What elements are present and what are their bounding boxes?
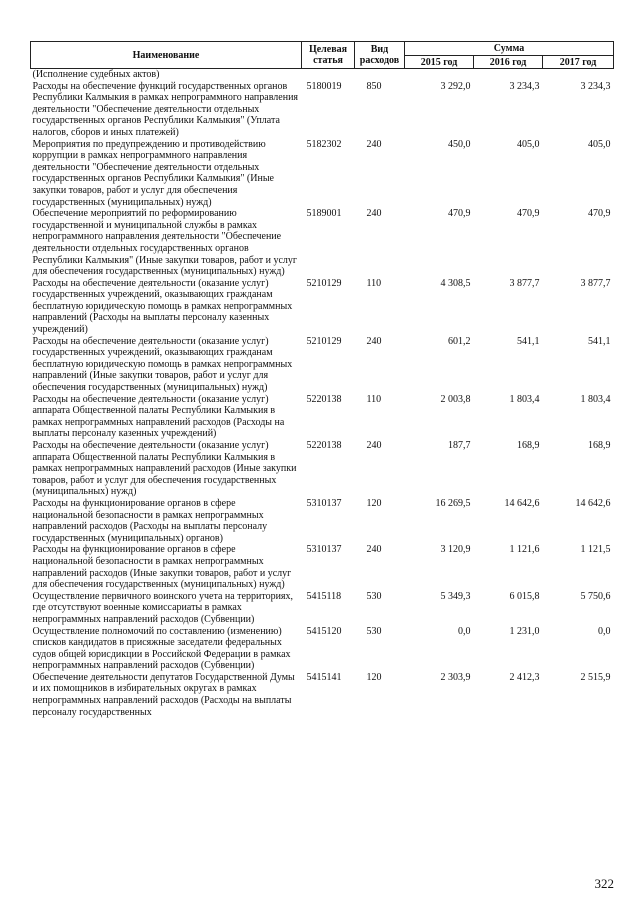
row-code: 5210129: [306, 277, 342, 289]
table-row: [31, 440, 614, 498]
row-2016: 1 231,0: [509, 625, 540, 637]
row-code: 5310137: [306, 544, 342, 556]
header-target: Целевая статья: [302, 42, 355, 69]
row-2015: 3 292,0: [440, 80, 471, 92]
row-2017: 3 234,3: [580, 80, 611, 92]
table-header: [31, 42, 614, 69]
row-name: Обеспечение деятельности депутатов Государственной Думы и их помощников в избирательных округах в рамках непрограммных направлений расходов (Расходы на выплаты персоналу государственных: [32, 671, 295, 718]
row-2015: 5 349,3: [440, 590, 471, 602]
row-2016: 2 412,3: [509, 671, 540, 683]
row-code: 5220138: [306, 440, 342, 451]
row-2016: 168,9: [517, 440, 540, 451]
table-row: [31, 278, 614, 336]
row-2015: 470,9: [448, 208, 471, 220]
row-2015: [405, 69, 474, 81]
row-2015: 2 003,8: [440, 393, 471, 405]
row-2016: 3 234,3: [509, 80, 540, 92]
row-2015: 4 308,5: [440, 277, 471, 289]
table-row: [31, 591, 614, 626]
row-2017: 3 877,7: [580, 277, 611, 289]
row-code: 5415120: [306, 625, 342, 637]
table-row: [31, 81, 614, 139]
row-2017: [543, 69, 614, 81]
table-row: [31, 139, 614, 209]
row-name: Расходы на обеспечение деятельности (оказание услуг) государственных учреждений, оказывающих гражданам бесплатную юридическую помощь в рамках непрограммных направлений (Расходы на выплаты персоналу казенных учреждений): [32, 277, 293, 336]
row-code: 5180019: [306, 80, 342, 92]
row-2017: 5 750,6: [580, 590, 611, 602]
table-row: [31, 544, 614, 590]
row-code: 5415118: [306, 590, 342, 602]
row-name: Расходы на обеспечение деятельности (оказание услуг) аппарата Общественной палаты Республики Калмыкия в рамках непрограммных направлений расходов (Расходы на выплаты персоналу казенных учреждений): [32, 393, 285, 440]
row-kind: 110: [366, 393, 382, 405]
row-2015: 601,2: [448, 335, 471, 347]
row-code: 5189001: [306, 208, 342, 220]
row-2016: 6 015,8: [509, 590, 540, 602]
row-2017: 541,1: [588, 335, 611, 347]
row-name: Расходы на обеспечение деятельности (оказание услуг) аппарата Общественной палаты Республики Калмыкия в рамках непрограммных направлений расходов (Иные закупки товаров, работ и услуг для обеспечения государственных (муниципальных) нужд): [32, 440, 297, 498]
row-kind: 240: [366, 544, 382, 556]
row-code: 5310137: [306, 497, 342, 509]
header-year-2017: 2017 год: [543, 56, 614, 69]
header-year-2015: 2015 год: [405, 56, 474, 69]
row-kind: 850: [366, 80, 382, 92]
row-name: Расходы на обеспечение деятельности (оказание услуг) государственных учреждений, оказывающих гражданам бесплатную юридическую помощь в рамках непрограммных направлений (Иные закупки товаров, работ и услуг для обеспечения государственных (муниципальных) нужд): [32, 335, 293, 394]
row-2016: 14 642,6: [504, 497, 540, 509]
row-code: 5220138: [306, 393, 342, 405]
row-code: 5182302: [306, 138, 342, 150]
row-code: 5210129: [306, 335, 342, 347]
row-kind: 240: [366, 335, 382, 347]
row-2015: 187,7: [448, 440, 471, 451]
table-row: [31, 498, 614, 544]
row-code: 5415141: [306, 671, 342, 683]
row-name: Расходы на функционирование органов в сфере национальной безопасности в рамках непрограммных направлений расходов (Иные закупки товаров, работ и услуг для обеспечения государственных (муниципальных) нужд): [32, 544, 292, 591]
row-2016: 541,1: [517, 335, 540, 347]
row-code: [302, 69, 355, 81]
row-2015: 0,0: [458, 625, 471, 637]
row-2017: 470,9: [588, 208, 611, 220]
row-kind: [355, 69, 405, 81]
row-kind: 110: [366, 277, 382, 289]
table-row: [31, 208, 614, 278]
row-2017: 168,9: [588, 440, 611, 451]
table-row: [31, 672, 614, 718]
row-kind: 240: [366, 440, 382, 451]
row-kind: 120: [366, 497, 382, 509]
table-row: [31, 626, 614, 672]
row-name: Мероприятия по предупреждению и противодействию коррупции в рамках непрограммного направления деятельности "Обеспечение деятельности отдельных государственных органов Республики Калмыкия" (Иные закупки товаров, работ и услуг для обеспечения государственных (муниципальных) нужд): [32, 138, 274, 208]
row-2016: [474, 69, 543, 81]
row-2017: 1 803,4: [580, 393, 611, 405]
row-kind: 240: [366, 208, 382, 220]
header-sum: Сумма: [405, 42, 614, 56]
row-name: Расходы на функционирование органов в сфере национальной безопасности в рамках непрограммных направлений расходов (Расходы на выплаты персоналу государственных (муниципальных) органов): [32, 497, 268, 544]
header-name: Наименование: [31, 42, 302, 69]
row-name: Осуществление первичного воинского учета на территориях, где отсутствуют военные комиссариаты в рамках непрограммных направлений расходов (Субвенции): [32, 590, 294, 625]
budget-table: [30, 41, 614, 718]
row-kind: 530: [366, 590, 382, 602]
row-2017: 14 642,6: [575, 497, 611, 509]
table-body: [31, 69, 614, 719]
row-kind: 530: [366, 625, 382, 637]
table-row: [31, 69, 614, 81]
page-number: 322: [594, 876, 614, 891]
row-2017: 1 121,5: [580, 544, 611, 556]
row-2017: 405,0: [588, 138, 611, 150]
row-2016: 1 121,6: [509, 544, 540, 556]
row-kind: 120: [366, 671, 382, 683]
row-name: (Исполнение судебных актов): [32, 69, 160, 80]
row-2016: 405,0: [517, 138, 540, 150]
header-year-2016: 2016 год: [474, 56, 543, 69]
row-2017: 0,0: [598, 625, 611, 637]
table-row: [31, 394, 614, 440]
row-name: Расходы на обеспечение функций государственных органов Республики Калмыкия в рамках непрограммного направления деятельности "Обеспечение деятельности отдельных государственных органов Республики Калмыкия" (Уплата налогов, сборов и иных платежей): [32, 80, 299, 138]
table-row: [31, 336, 614, 394]
header-kind: Вид расходов: [355, 42, 405, 69]
row-2015: 3 120,9: [440, 544, 471, 556]
row-2015: 16 269,5: [435, 497, 471, 509]
row-name: Осуществление полномочий по составлению (изменению) списков кандидатов в присяжные заседатели федеральных судов общей юрисдикции в Российской Федерации в рамках непрограммных направлений расходов (Субвенции): [32, 625, 291, 672]
row-2016: 1 803,4: [509, 393, 540, 405]
row-2016: 470,9: [517, 208, 540, 220]
row-2015: 450,0: [448, 138, 471, 150]
row-2016: 3 877,7: [509, 277, 540, 289]
row-2017: 2 515,9: [580, 671, 611, 683]
row-kind: 240: [366, 138, 382, 150]
row-name: Обеспечение мероприятий по реформированию государственной и муниципальной службы в рамках непрограммного направления деятельности "Обеспечение деятельности отдельных государственных органов Республики Калмыкия" (Иные закупки товаров, работ и услуг для обеспечения государственных (муниципальных) нужд): [32, 208, 298, 278]
row-2015: 2 303,9: [440, 671, 471, 683]
